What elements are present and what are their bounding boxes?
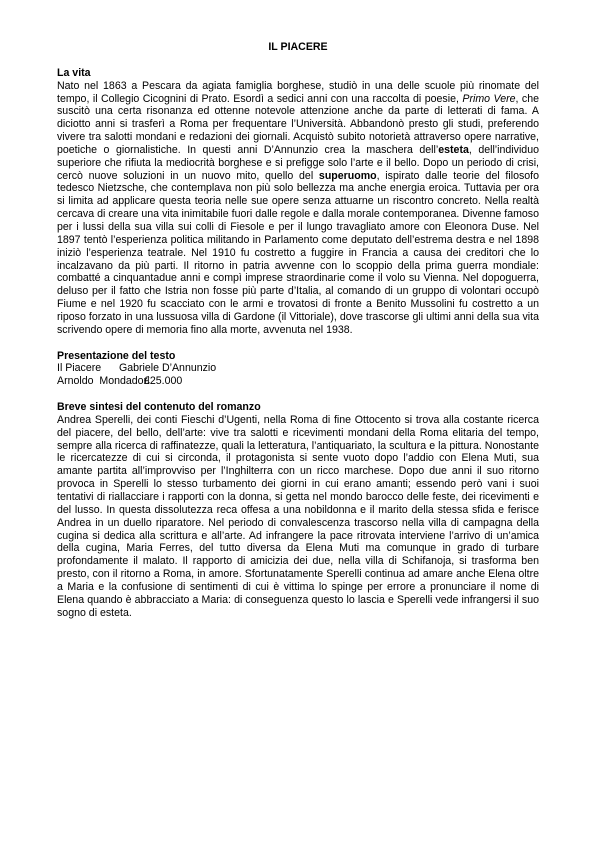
vita-paragraph <box>57 80 539 337</box>
vita-italic-title: Primo Vere <box>462 92 516 105</box>
section-heading-sintesi: Breve sintesi del contenuto del romanzo <box>57 401 261 414</box>
book-publisher: Arnoldo Mondadori <box>57 375 150 388</box>
section-heading-vita: La vita <box>57 66 91 79</box>
vita-text-1: Nato nel 1863 a Pescara da agiata famiglia borghese, studiò in una delle scuole più rinomate del tempo, il Collegio Cicognini di Prato. Esordì a sedici anni con una raccolta di poesie, <box>57 79 539 105</box>
document-title: IL PIACERE <box>268 41 328 53</box>
presentazione-row-2 <box>57 375 539 388</box>
presentazione-row-1 <box>57 362 539 375</box>
vita-bold-superuomo: superuomo <box>318 169 377 182</box>
section-heading-presentazione: Presentazione del testo <box>57 349 176 362</box>
section-spacer <box>57 388 539 401</box>
book-author: Gabriele D’Annunzio <box>119 362 217 375</box>
vita-text-2: , che suscitò una certa risonanza ed ottenne notevole attenzione anche da parte di letterati di fama. A diciotto anni si trasferì a Roma per frequentare l’Università. Abbandonò presto gli studi, preferendo vivere tra salotti mondani e redazioni dei giornali. Acquistò subito notorietà attraverso opere narrative, poetiche o giornalistiche. In questi anni D’Annunzio crea la maschera dell’ <box>57 92 540 156</box>
vita-text-4: , ispirato dalle teorie del filosofo tedesco Nietzsche, che contemplava non più solo bellezza ma anche energia eroica. Tuttavia per ora si limita ad applicare questa teoria nelle sue opere senza attuarne un riscontro concreto. Nella realtà cercava di creare una vita inimitabile fuori dalle regole e dalla morale contemporanea. Divenne famoso per i lussi della sua villa sui colli di Fiesole e per il lungo travagliato amore con Eleonora Duse. Nel 1897 tentò l’esperienza politica militando in Parlamento come deputato dell’estrema destra e nel 1898 iniziò l’esperienza teatrale. Nel 1910 fu costretto a fuggire in Francia a causa dei creditori che lo incalzavano da più parti. Il ritorno in patria avvenne con lo scoppio della prima guerra mondiale: combatté a cinquantadue anni e compì imprese straordinarie come il volo su Vienna. Nel dopoguerra, deluso per il fatto che Istria non fosse più parte d’Italia, al comando di un gruppo di volontari occupò Fiume e nel 1920 fu scacciato con le armi e trovatosi di fronte a Benito Mussolini fu costretto a un riposo forzato in una lussuosa villa di Gardone (il Vittoriale), dove trascorse gli ultimi anni della sua vita scrivendo opere di memoria fino alla morte, avvenuta nel 1938. <box>57 169 539 336</box>
book-price: £25.000 <box>144 375 183 388</box>
sintesi-paragraph: Andrea Sperelli, dei conti Fieschi d’Ugenti, nella Roma di fine Ottocento si trova alla costante ricerca del piacere, del bello, dell’arte: vive tra salotti e ricevimenti mondani della Roma elitaria del tempo, sempre alla ricerca di raffinatezze, quali la letteratura, l’antiquariato, la scultura e la pittura. Nonostante le ricercatezze di cui si circonda, il protagonista si sente vuoto dopo l’addio con Elena Muti, sua amante partita all’improvviso per l’Inghilterra con un ricco marchese. Dopo due anni il suo ritorno provoca in Sperelli lo stesso turbamento dei giorni in cui erano amanti; essendo però vani i suoi tentativi di riallacciare i rapporti con la donna, si getta nel mondo barocco delle feste, dei ricevimenti e del lusso. In questa dissolutezza reca offesa a una nobildonna e il marito della stessa sfida e ferisce Andrea in un duello riparatore. Nel periodo di convalescenza trascorso nella villa di campagna della cugina si dedica alla scrittura e all’arte. Ad infrangere la pace ritrovata interviene l’arrivo di un’amica della cugina, Maria Ferres, del tutto diversa da Elena Muti ma comunque in grado di turbare profondamente il malato. Il rapporto di amicizia dei due, nella villa di Schifanoja, si trasforma ben presto, con il ritorno a Roma, in amore. Sfortunatamente Sperelli continua ad amare anche Elena oltre a Maria e la confusione di sentimenti di cui è vittima lo spinge per errore a pronunciare il nome di Elena quando è abbracciato a Maria: di conseguenza questo lo lascia e Sperelli vede infrangersi il suo sogno di esteta. <box>57 413 539 619</box>
document-page <box>57 41 539 632</box>
vita-text-3: , dell’individuo superiore che rifiuta la mediocrità borghese e si prefigge solo l’arte e il bello. Dopo un periodo di crisi, cercò nuove soluzioni in un nuovo mito, quello del <box>57 143 539 182</box>
vita-bold-esteta: esteta <box>438 143 469 156</box>
book-title: Il Piacere <box>57 362 102 375</box>
